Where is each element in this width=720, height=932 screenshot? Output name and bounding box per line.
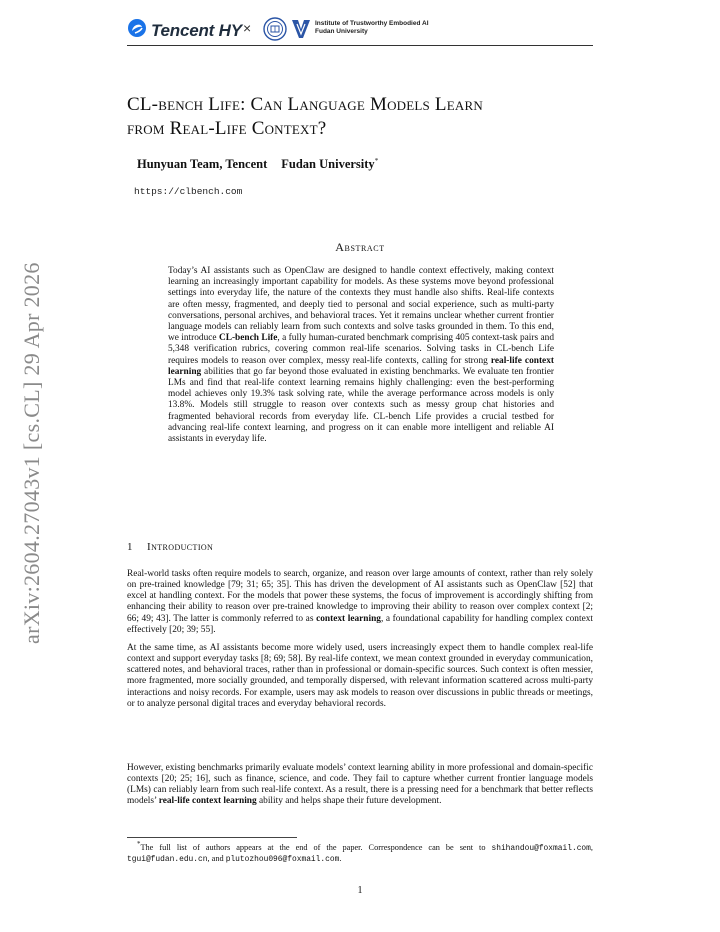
logo-separator: × — [243, 20, 252, 36]
paragraph-1-bold: context learning — [316, 613, 381, 624]
institute-name-line2: Fudan University — [315, 28, 368, 35]
footnote-rule — [127, 837, 297, 838]
abstract-text-part3: abilities that go far beyond those evaluated in existing benchmarks. We evaluate ten frontier LMs and find that real-life context learning remains highly challenging: even the best-performing model achieves only 19.3% task solving rate, while the average performance across models is only 13.8%. Models still struggle to reason over contexts such as messy group chat histories and fragmented behavioral records from everyday life. CL-bench Life provides a crucial testbed for advancing real-life context learning, and progress on it can enable more intelligent and reliable AI assistants in everyday life. — [168, 366, 554, 445]
tencent-logo-icon — [127, 18, 147, 43]
page-number: 1 — [357, 885, 363, 896]
footnote-sep-1: , — [590, 842, 593, 852]
paper-header — [127, 14, 593, 46]
abstract-text-part1: Today’s AI assistants such as OpenClaw are designed to handle context effectively, making context learning an increasingly important capability for models. As these systems move beyond professional settings into everyday life, the nature of the contexts they must handle also shifts. Real-life contexts are often messy, fragmented, and deeply tied to personal and social experience, such as multi-party conversations, personal archives, and behavioral traces. Yet it remains unclear whether current frontier language models can reliably learn from such contexts and solve tasks grounded in them. To this end, we introduce — [168, 266, 554, 344]
paper-title — [127, 93, 607, 141]
abstract-bold-benchmark: CL-bench Life — [218, 333, 278, 344]
footnote-text: The full list of authors appears at the end of the paper. Correspondence can be sent to — [140, 842, 492, 852]
paragraph-3-part1: However, existing benchmarks primarily evaluate models’ context learning ability in more professional and domain-specific contexts [20; 25; 16], such as finance, science, and code. They fail to capture whether current frontier language models (LMs) can reliably learn from such real-life context. As a result, there is a pressing need for a benchmark that better reflects models’ — [127, 763, 593, 807]
footnote-end: . — [339, 854, 342, 864]
paragraph-2: At the same time, as AI assistants become more widely used, users increasingly expect them to handle complex real-life context and support everyday tasks [8; 69; 58]. By real-life context, we mean context grounded in everyday communication, scattered notes, and behavioral traces, rather than in professional or domain-specific sources. Such context is often messier, more fragmented, more socially grounded, and temporally dispersed, with relevant information scattered across multi-party interactions and noisy records. For example, users may ask models to reason over discussions in public threads or meetings, or to analyze personal digital traces and everyday behavioral records. — [127, 643, 593, 709]
section-title: Introduction — [147, 541, 214, 553]
fudan-seal-icon — [263, 17, 287, 46]
project-url[interactable]: https://clbench.com — [134, 186, 243, 197]
paragraph-1-part2: , a foundational capability for handling complex context effectively [20; 39; 55]. — [127, 613, 593, 635]
tencent-logo-text: Tencent HY — [151, 20, 242, 40]
tencent-logo — [127, 18, 242, 43]
paragraph-1-part1: Real-world tasks often require models to search, organize, and reason over large amounts of context, rather than rely solely on pre-trained knowledge [79; 31; 65; 35]. This has driven the development of AI assistants such as OpenClaw [52] that excel at handling context. For the models that power these systems, the focus of improvement is accordingly shifting from enhancing their ability to reason over pre-trained knowledge to improving their ability to reason over complex context [2; 66; 49; 43]. The latter is commonly referred to as — [127, 569, 593, 624]
author-footnote-mark: * — [374, 157, 379, 165]
paper-title-line2: from Real-Life Context? — [127, 118, 327, 139]
footnote-sep-2: , and — [207, 854, 226, 864]
abstract-text-part2: , a fully human-curated benchmark comprising 405 context-task pairs and 5,348 verification rubrics, covering common real-life scenarios. Solving tasks in CL-bench Life requires models to reason over complex, messy real-life contexts, calling for strong — [168, 333, 554, 366]
institute-name-line1: Institute of Trustworthy Embodied AI — [315, 20, 429, 27]
paper-title-line1: CL-bench Life: Can Language Models Learn — [127, 94, 483, 115]
section-number: 1 — [127, 541, 133, 553]
paragraph-1 — [127, 569, 593, 636]
footnote-mark: * — [137, 841, 141, 848]
abstract-body — [168, 266, 554, 445]
fudan-logos — [263, 17, 312, 46]
author-group-fudan: Fudan University — [281, 157, 375, 172]
institute-logo-icon — [290, 17, 312, 46]
email-link-3[interactable]: plutozhou096@foxmail.com — [225, 855, 340, 865]
paragraph-3 — [127, 763, 593, 808]
author-list — [137, 157, 378, 172]
footnote — [127, 840, 593, 866]
section-heading — [127, 541, 213, 553]
institute-name — [315, 20, 429, 36]
abstract-bold-term: real-life context learning — [168, 355, 554, 377]
email-link-2[interactable]: tgui@fudan.edu.cn — [127, 855, 208, 865]
email-link-1[interactable]: shihandou@foxmail.com — [491, 843, 591, 853]
abstract-heading: Abstract — [335, 240, 385, 254]
paragraph-3-part2: ability and helps shape their future development. — [256, 796, 442, 807]
author-group-tencent: Hunyuan Team, Tencent — [137, 157, 268, 172]
paragraph-3-bold: real-life context learning — [158, 796, 257, 807]
arxiv-identifier: arXiv:2604.27043v1 [cs.CL] 29 Apr 2026 — [19, 262, 44, 644]
